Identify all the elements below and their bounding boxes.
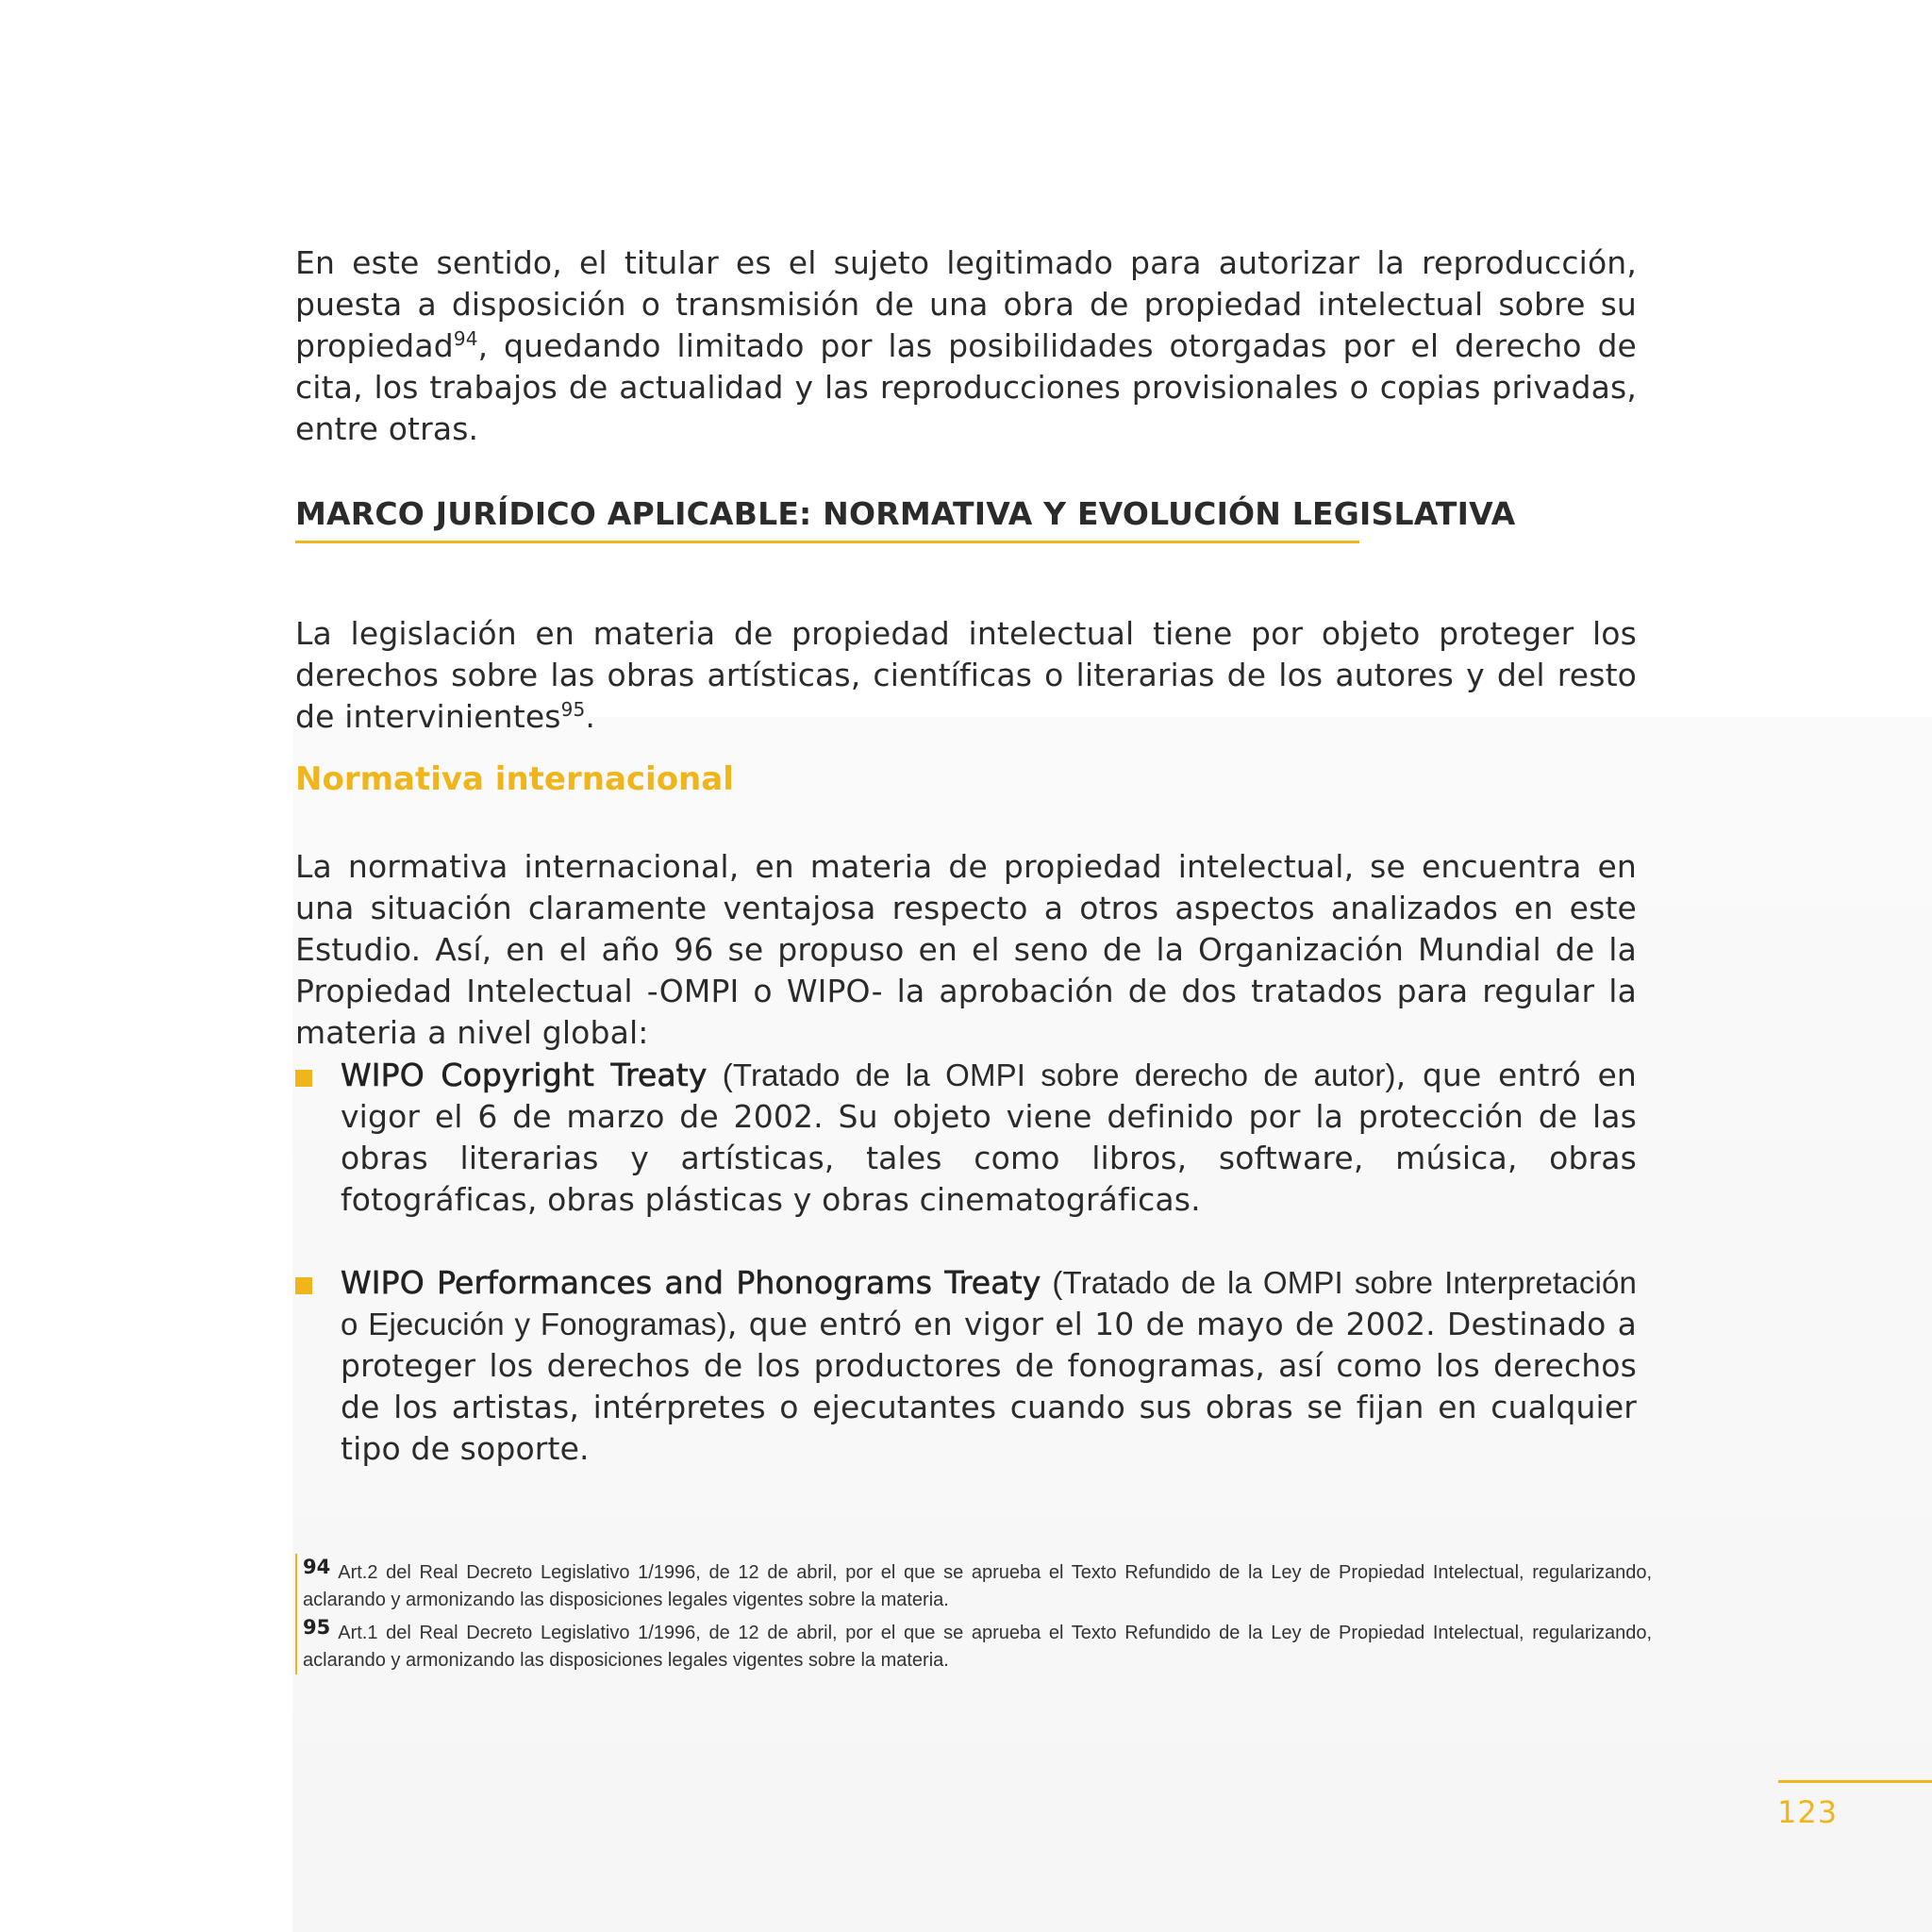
footnote-number: 94 xyxy=(303,1556,331,1578)
legislation-paragraph xyxy=(295,613,1637,738)
footnotes xyxy=(295,1554,1652,1674)
legislation-text: La legislación en materia de propiedad intelectual tiene por objeto proteger los derechos sobre las obras artísticas, científicas o literarias de los autores y del resto de intervinientes xyxy=(295,615,1637,735)
footnote-94 xyxy=(303,1554,1652,1614)
treaty-term: WIPO Performances and Phonograms Treaty xyxy=(341,1264,1041,1301)
intro-text-end: , quedando limitado por las posibilidades otorgadas por el derecho de cita, los trabajos de actualidad y las reproducciones provisionales o copias privadas, entre otras. xyxy=(295,327,1637,447)
intro-paragraph xyxy=(295,242,1637,450)
treaty-description-lead: (Tratado de la OMPI sobre derecho de autor) xyxy=(707,1058,1396,1092)
international-paragraph: La normativa internacional, en materia de propiedad intelectual, se encuentra en una situación claramente ventajosa respecto a otros aspectos analizados en este Estudio. Así, en el año 96 se propuso en el seno de la Organización Mundial de la Propiedad Intelectual -OMPI o WIPO- la aprobación de dos tratados para regular la materia a nivel global: xyxy=(295,848,1637,1051)
square-bullet-icon xyxy=(295,1277,312,1294)
footnote-text: Art.1 del Real Decreto Legislativo 1/1996, de 12 de abril, por el que se aprueba el Texto Refundido de la Ley de Propiedad Intelectual, regularizando, aclarando y armonizando las disposiciones legales vigentes sobre la materia. xyxy=(303,1623,1652,1671)
subheading: Normativa internacional xyxy=(295,760,734,798)
page-number: 123 xyxy=(1777,1794,1839,1830)
footnote-number: 95 xyxy=(303,1616,331,1639)
treaty-description: , que entró en vigor el 10 de mayo de 2002. Destinado a proteger los derechos de los productores de fonogramas, así como los derechos de los artistas, intérpretes o ejecutantes cuando sus obras se fijan en cualquier tipo de soporte. xyxy=(341,1306,1637,1467)
footnote-95 xyxy=(303,1614,1652,1674)
footnote-ref-94[interactable]: 94 xyxy=(453,327,478,350)
intro-text: En este sentido, el titular es el sujeto legitimado para autorizar la reproducción, puesta a disposición o transmisión de una obra de propiedad intelectual sobre su propiedad xyxy=(295,244,1637,364)
square-bullet-icon xyxy=(295,1070,312,1087)
treaty-description: , que entró en vigor el 6 de marzo de 2002. Su objeto viene definido por la protección de las obras literarias y artísticas, tales como libros, software, música, obras fotográficas, obras plásticas y obras cinematográficas. xyxy=(341,1057,1637,1218)
footnote-ref-95[interactable]: 95 xyxy=(560,698,586,721)
treaty-description-lead: (Tratado de la OMPI sobre Interpretación o Ejecución y Fonogramas) xyxy=(341,1265,1637,1341)
page-number-rule xyxy=(1778,1780,1932,1783)
list-item xyxy=(295,1055,1637,1221)
treaty-term: WIPO Copyright Treaty xyxy=(341,1057,708,1093)
section-heading: MARCO JURÍDICO APLICABLE: NORMATIVA Y EVOLUCIÓN LEGISLATIVA xyxy=(295,491,1359,543)
list-item xyxy=(295,1262,1637,1470)
legislation-text-end: . xyxy=(585,698,596,735)
footnote-text: Art.2 del Real Decreto Legislativo 1/1996, de 12 de abril, por el que se aprueba el Texto Refundido de la Ley de Propiedad Intelectual, regularizando, aclarando y armonizando las disposiciones legales vigentes sobre la materia. xyxy=(303,1562,1652,1610)
treaty-list xyxy=(295,1055,1637,1511)
